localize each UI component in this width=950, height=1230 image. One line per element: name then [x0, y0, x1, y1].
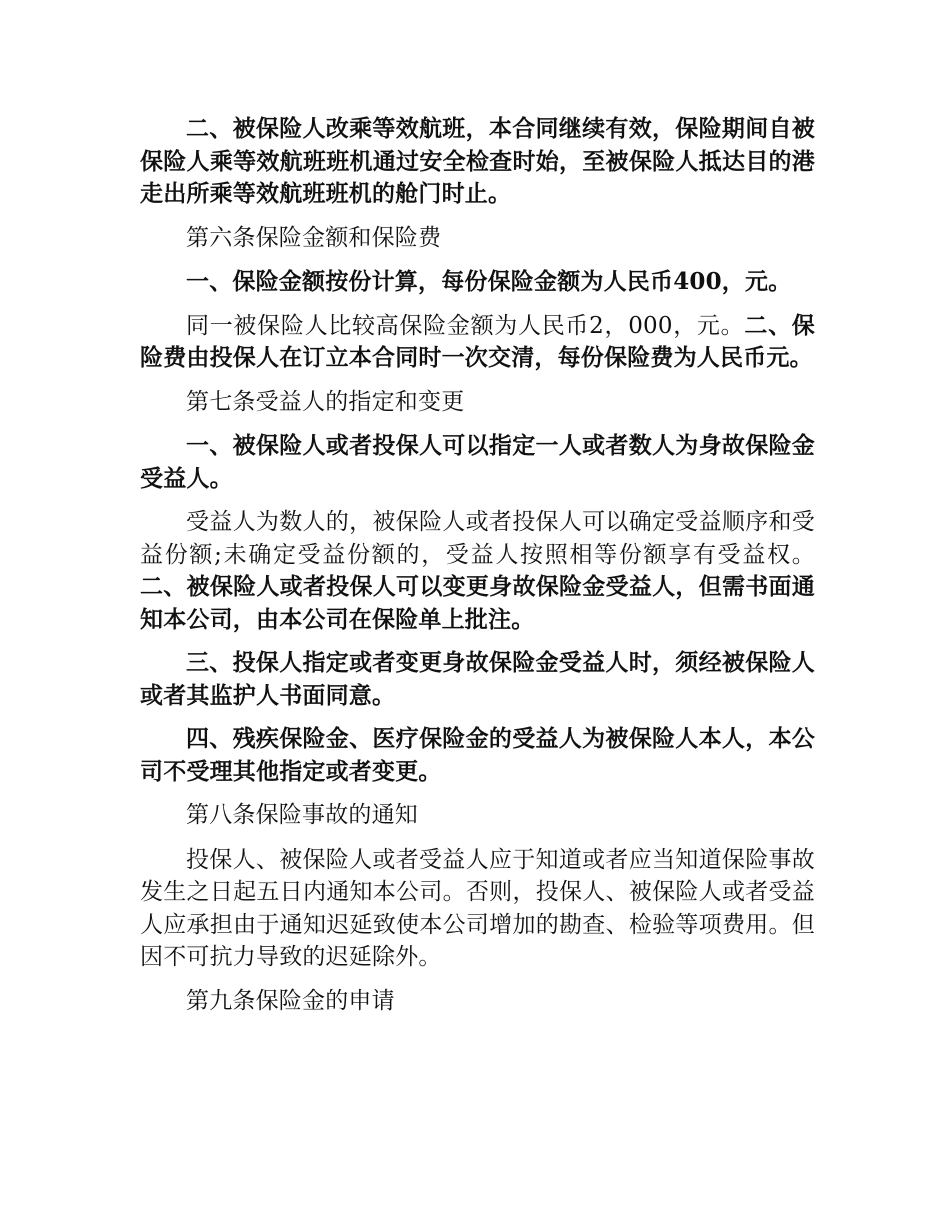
paragraph-text: 三、投保人指定或者变更身故保险金受益人时，须经被保险人或者其监护人书面同意。 — [140, 649, 815, 709]
paragraph-accident-notification — [140, 844, 815, 974]
paragraph-max-amount-and-premium — [140, 310, 815, 375]
paragraph-text-bold: 二、被保险人或者投保人可以变更身故保险金受益人，但需书面通知本公司，由本公司在保险单上批注。 — [140, 573, 815, 633]
paragraph-text: 二、被保险人改乘等效航班，本合同继续有效，保险期间自被保险人乘等效航班班机通过安全检查时始，至被保险人抵达目的港走出所乘等效航班班机的舱门时止。 — [140, 115, 815, 207]
paragraph-beneficiary-designation — [140, 430, 815, 495]
heading-text: 第六条保险金额和保险费 — [186, 224, 442, 251]
paragraph-text: 一、被保险人或者投保人可以指定一人或者数人为身故保险金受益人。 — [140, 432, 815, 492]
heading-article-6 — [140, 222, 815, 255]
heading-text: 第七条受益人的指定和变更 — [186, 388, 465, 415]
heading-article-8 — [140, 799, 815, 832]
paragraph-beneficiary-shares — [140, 506, 815, 636]
paragraph-text: 一、保险金额按份计算，每份保险金额为人民币400，元。 — [186, 268, 792, 295]
paragraph-text: 投保人、被保险人或者受益人应于知道或者应当知道保险事故发生之日起五日内通知本公司。否则，投保人、被保险人或者受益人应承担由于通知迟延致使本公司增加的勘查、检验等项费用。但因不可抗力导致的迟延除外。 — [140, 846, 815, 970]
paragraph-text: 四、残疾保险金、医疗保险金的受益人为被保险人本人，本公司不受理其他指定或者变更。 — [140, 725, 815, 785]
document-page — [140, 113, 815, 1029]
heading-text: 第八条保险事故的通知 — [186, 802, 418, 828]
paragraph-text-normal: 同一被保险人比较高保险金额为人民币2，000，元。 — [186, 312, 745, 339]
paragraph-clause-2-equivalent-flight — [140, 113, 815, 211]
paragraph-disability-medical-beneficiary — [140, 723, 815, 788]
paragraph-text-normal: 受益人为数人的，被保险人或者投保人可以确定受益顺序和受益份额;未确定受益份额的，受益人按照相等份额享有受益权。 — [140, 509, 815, 568]
heading-text: 第九条保险金的申请 — [186, 987, 395, 1014]
heading-article-9 — [140, 985, 815, 1018]
paragraph-insured-amount — [140, 266, 815, 299]
heading-article-7 — [140, 386, 815, 419]
paragraph-text-bold: 二、保险费由投保人在订立本合同时一次交清，每份保险费为人民币元。 — [140, 311, 815, 371]
paragraph-beneficiary-consent — [140, 647, 815, 712]
